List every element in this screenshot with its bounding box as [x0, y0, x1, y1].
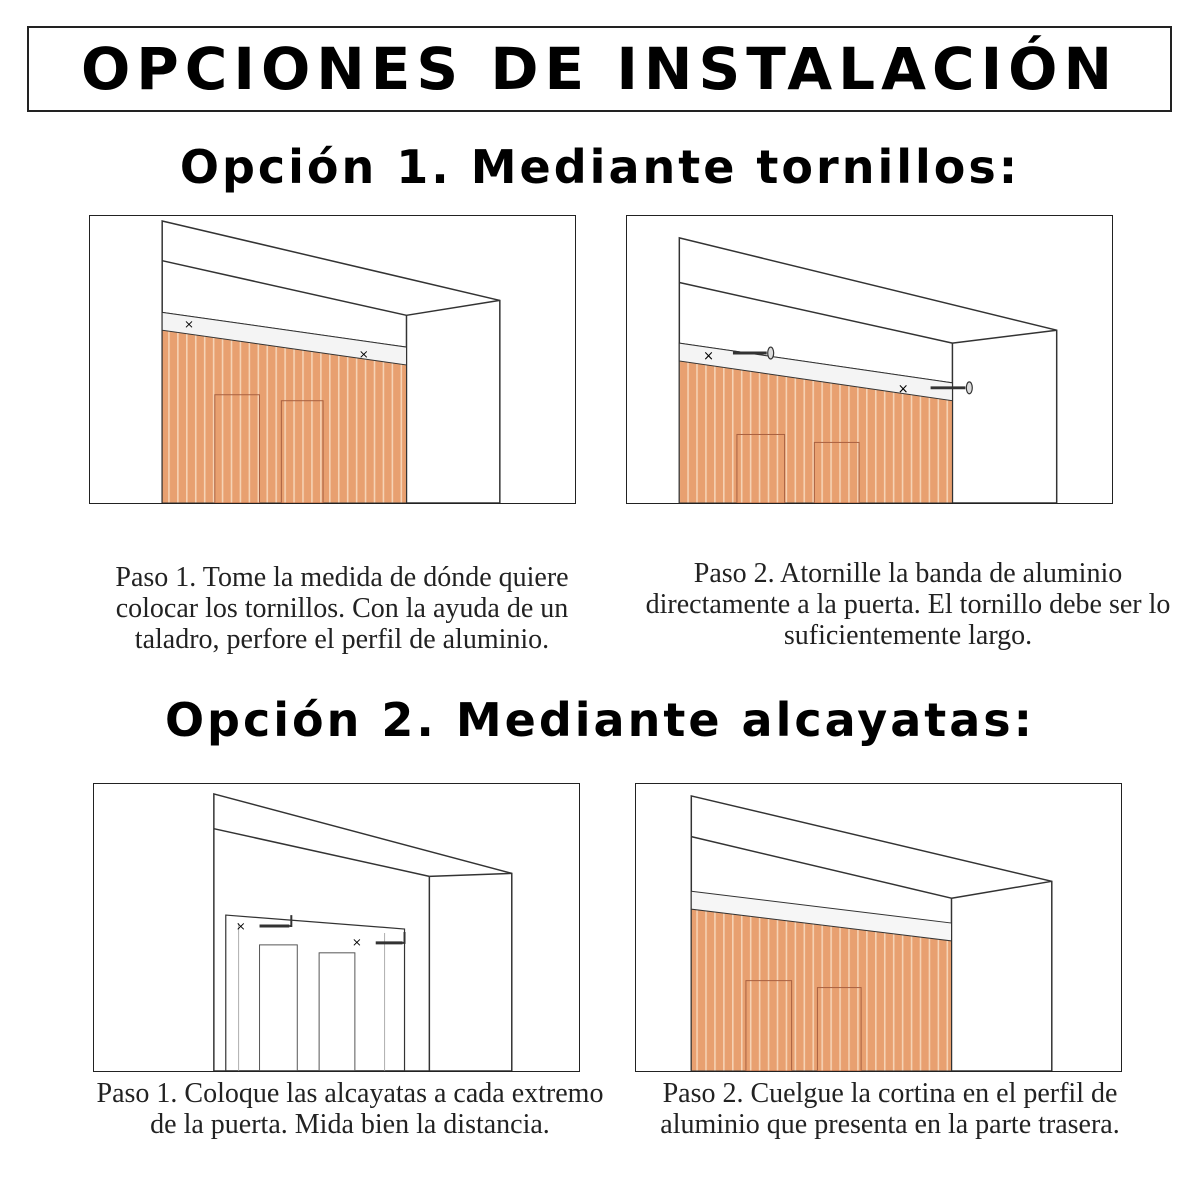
option1-step1-illustration — [89, 215, 576, 504]
mark-x: × — [703, 348, 714, 364]
door-frame-drawing — [636, 784, 1121, 1071]
mark-x: × — [351, 934, 362, 949]
door-frame-drawing — [94, 784, 579, 1071]
option2-step1-caption: Paso 1. Coloque las alcayatas a cada extremo de la puerta. Mida bien la distancia. — [96, 1078, 604, 1140]
option2-step1-illustration — [93, 783, 580, 1072]
option1-step2-caption: Paso 2. Atornille la banda de aluminio directamente a la puerta. El tornillo debe ser lo suficientemente largo. — [645, 558, 1171, 651]
option1-step1-caption: Paso 1. Tome la medida de dónde quiere colocar los tornillos. Con la ayuda de un taladro, perfore el perfil de aluminio. — [115, 562, 569, 655]
mark-x: × — [897, 381, 909, 397]
main-title-box — [27, 26, 1172, 112]
option2-step2-illustration — [635, 783, 1122, 1072]
mark-x: × — [184, 317, 195, 332]
door-frame-drawing — [90, 216, 575, 503]
option1-step2-illustration — [626, 215, 1113, 504]
option2-step2-caption: Paso 2. Cuelgue la cortina en el perfil de aluminio que presenta en la parte trasera. — [660, 1078, 1120, 1140]
main-title: OPCIONES DE INSTALACIÓN — [80, 35, 1119, 103]
mark-x: × — [358, 347, 369, 362]
hook-icon — [376, 932, 405, 943]
mark-x: × — [235, 918, 246, 933]
option1-title: Opción 1. Mediante tornillos: — [179, 140, 1021, 194]
hook-icon — [260, 915, 292, 926]
door-frame-drawing — [627, 216, 1112, 503]
option2-title: Opción 2. Mediante alcayatas: — [164, 693, 1036, 747]
